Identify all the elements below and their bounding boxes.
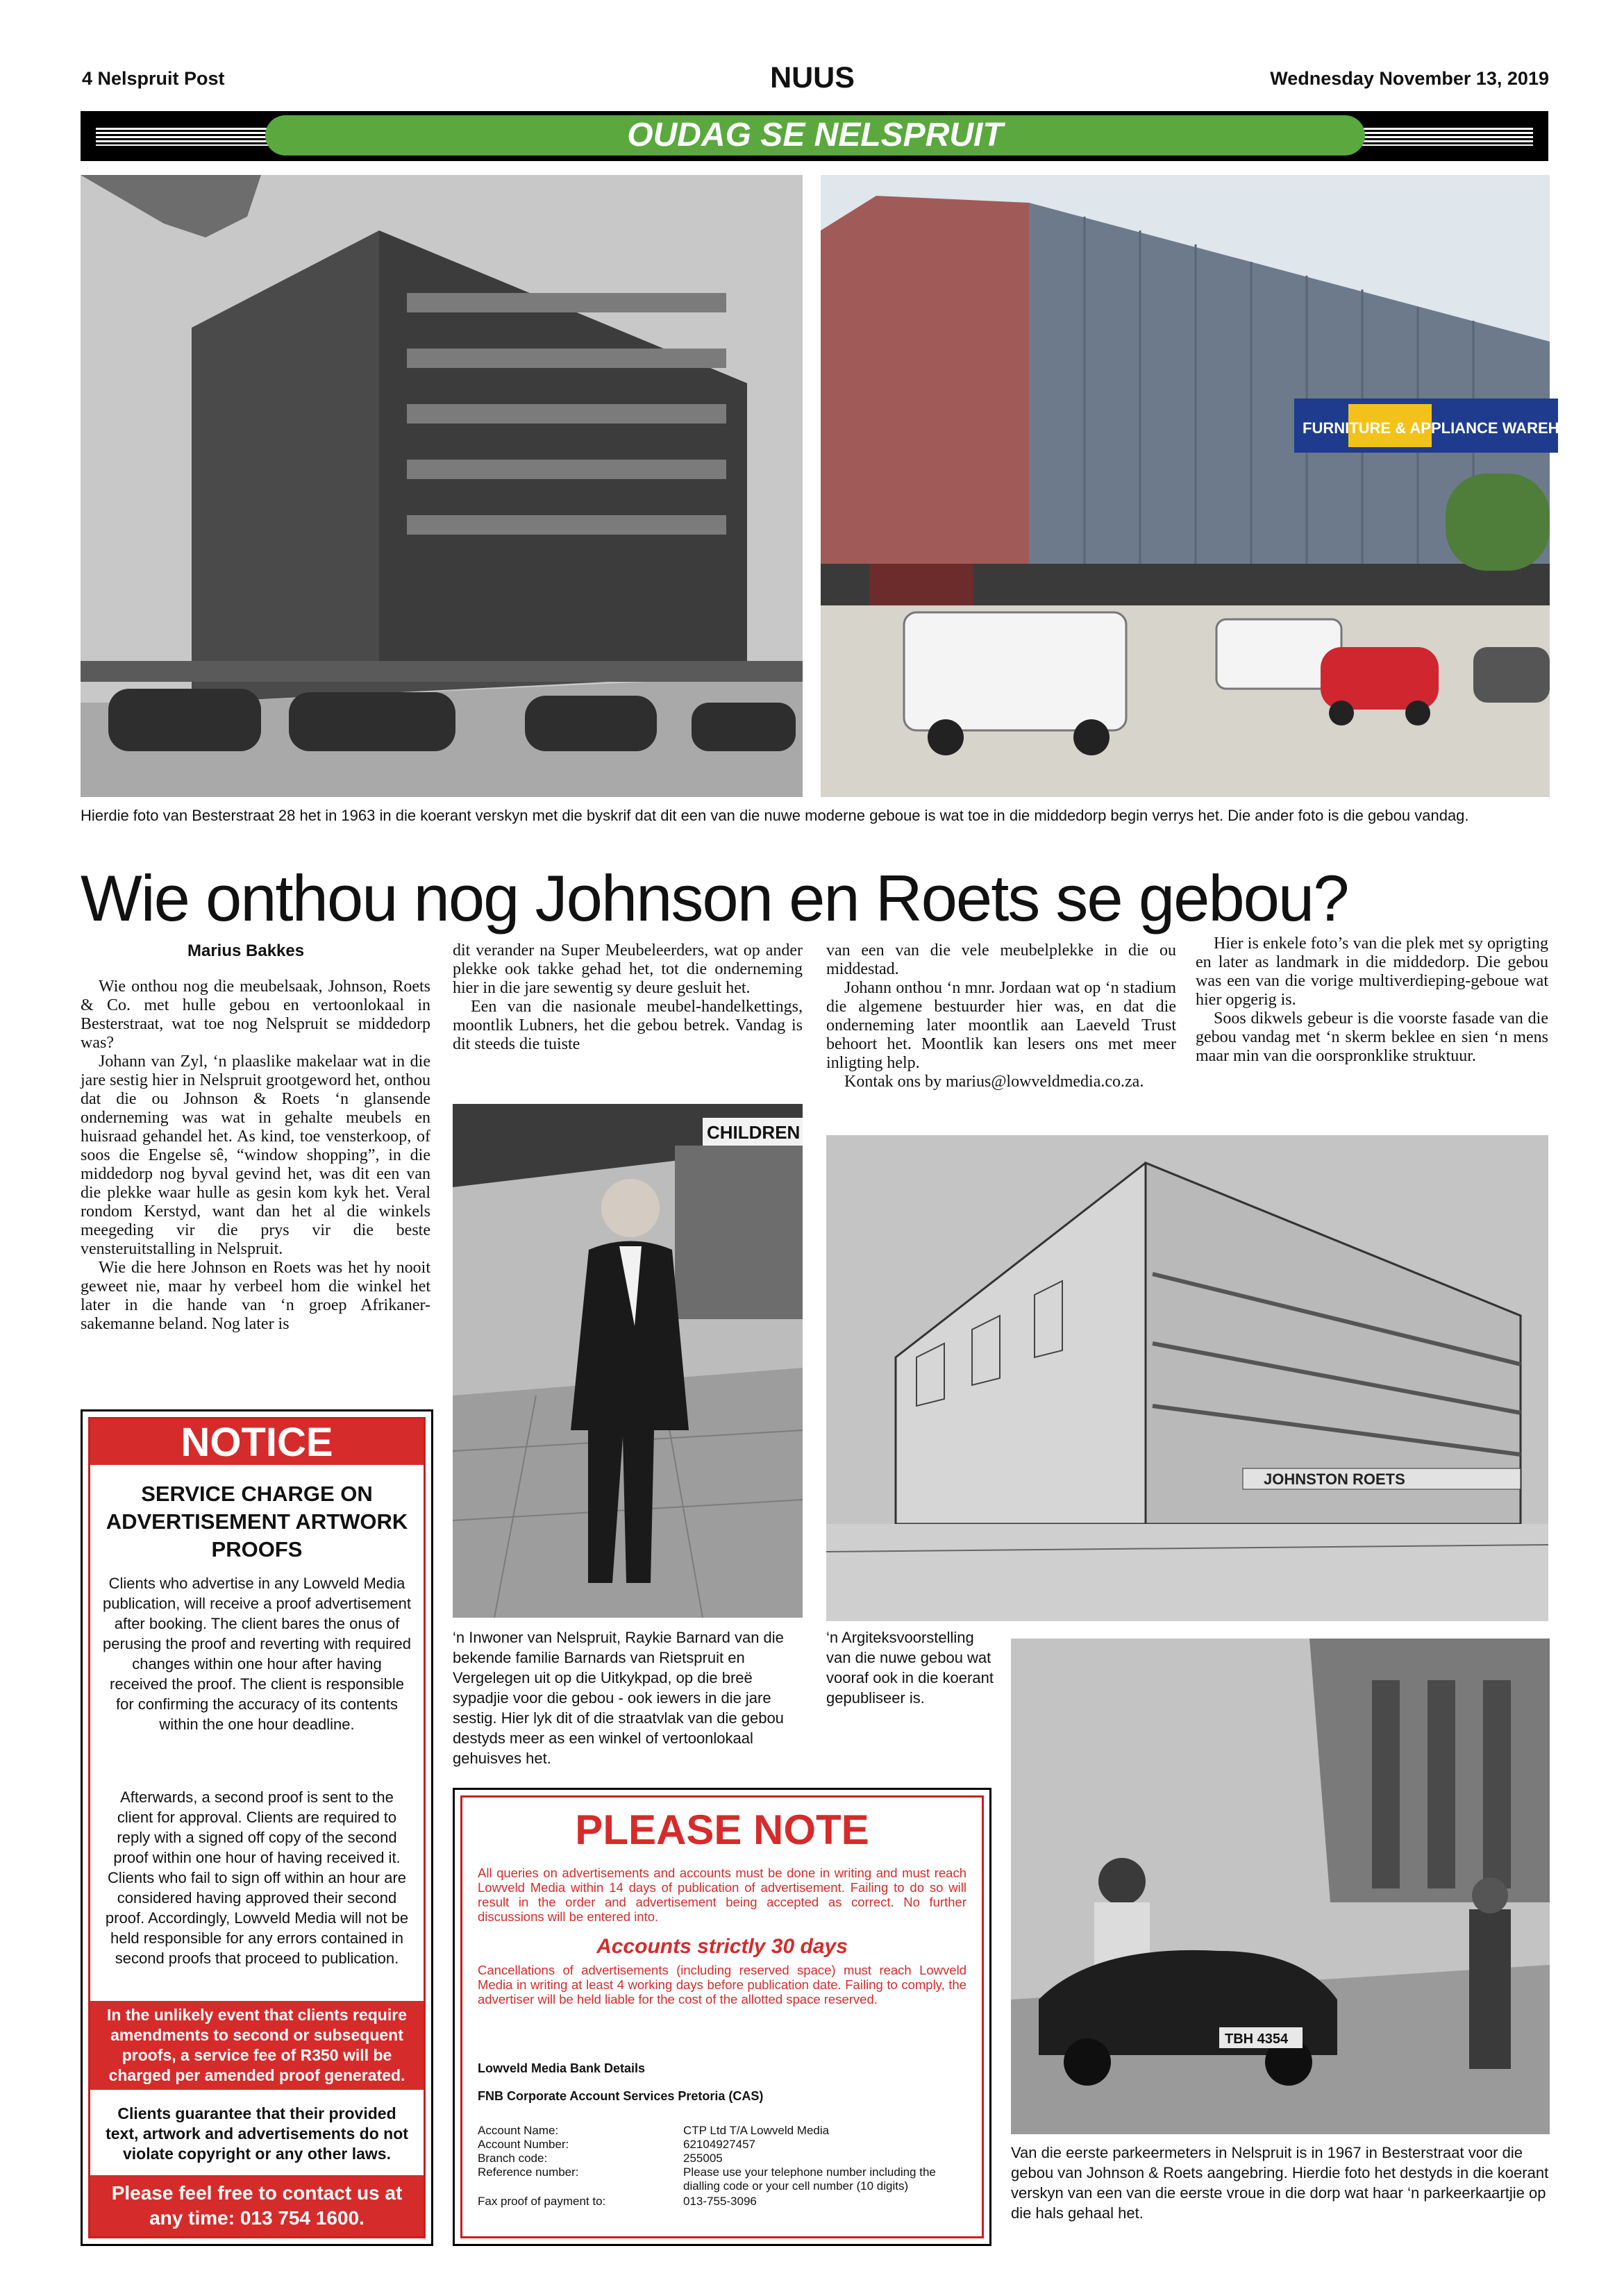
bank-row-value: CTP Ltd T/A Lowveld Media <box>683 2124 830 2137</box>
section-label: NUUS <box>770 61 855 94</box>
bank-row-value: 013-755-3096 <box>683 2195 757 2208</box>
please-note-title: PLEASE NOTE <box>575 1807 869 1853</box>
paragraph: Soos dikwels gebeur is die voorste fasade van die gebou vandag met ‘n skerm beklee en sien ‘n mens maar min van die oorspronklike struktuur. <box>1196 1009 1548 1065</box>
notice-subtitle: SERVICE CHARGE ON ADVERTISEMENT ARTWORK PROOFS <box>106 1482 408 1561</box>
notice-box <box>81 1409 433 2246</box>
shop-sign-text: CHILDREN <box>707 1122 801 1143</box>
please-note-paragraph-2: Cancellations of advertisements (including reserved space) must reach Lowveld Media in writing at least 4 working days before publication date. Failing to comply, the advertiser will be held liable for the cost of the allotted space reserved. <box>478 1963 966 2006</box>
notice-contact: Please feel free to contact us at any time: 013 754 1600. <box>90 2175 424 2236</box>
license-plate-text: TBH 4354 <box>1225 2031 1289 2047</box>
article-column-3 <box>826 941 1176 1091</box>
caption-parking-photo: Van die eerste parkeermeters in Nelspruit is in 1967 in Besterstraat voor die gebou van Johnson & Roets aangebring. Hierdie foto het destyds in die koerant verskyn van een van die eerste vroue in die dorp wat haar ‘n parkeerkaartjie op die hals gehaal het. <box>1011 2144 1549 2222</box>
new-building-photo <box>821 175 1602 797</box>
store-sign-text: FURNITURE & APPLIANCE WAREHOUSE <box>1303 419 1602 437</box>
bank-name: FNB Corporate Account Services Pretoria (CAS) <box>478 2089 764 2103</box>
man-on-sidewalk-photo <box>453 1104 803 1618</box>
paragraph: dit verander na Super Meubeleerders, wat op ander plekke ook takke gehad het, tot die onderneming hier in die jare sewentig sy deure gesluit het. <box>453 941 803 997</box>
article-column-4 <box>1196 935 1548 1066</box>
page-number-publication: 4 Nelspruit Post <box>82 68 225 89</box>
article-headline: Wie onthou nog Johnson en Roets se gebou? <box>81 862 1348 935</box>
bank-details-heading: Lowveld Media Bank Details <box>478 2061 646 2075</box>
new-building-illustration <box>821 175 1602 797</box>
please-note-box <box>453 1788 991 2246</box>
caption-top-photos: Hierdie foto van Besterstraat 28 het in 1963 in die koerant verskyn met die byskrif dat dit een van die nuwe moderne geboue is wat toe in die middedorp begin verrys het. Die ander foto is die gebou vandag. <box>81 807 1469 824</box>
notice-guarantee: Clients guarantee that their provided text, artwork and advertisements do not violate copyright or any other laws. <box>106 2104 408 2163</box>
bank-row-value: Please use your telephone number including the dialling code or your cell number (10 digits) <box>683 2165 936 2193</box>
article-column-1 <box>81 978 430 1334</box>
man-illustration <box>453 1104 803 1618</box>
bank-row-value: 62104927457 <box>683 2138 756 2151</box>
caption-sketch: ‘n Argiteksvoorstelling van die nuwe gebou wat vooraf ook in die koerant gepubliseer is. <box>826 1629 994 1707</box>
section-banner <box>81 111 1548 161</box>
paragraph: Hier is enkele foto’s van die plek met sy oprigting en later as landmark in die middedorp. Die gebou was een van die vorige multiverdieping-geboue wat hier opgerig is. <box>1196 935 1548 1009</box>
old-building-photo <box>81 175 803 797</box>
issue-date: Wednesday November 13, 2019 <box>1270 68 1549 89</box>
bank-row-key: Fax proof of payment to: <box>478 2195 606 2208</box>
bank-row-key: Branch code: <box>478 2152 548 2165</box>
accounts-terms-heading: Accounts strictly 30 days <box>596 1935 848 1958</box>
bank-row-value: 255005 <box>683 2152 723 2165</box>
car-illustration <box>1011 1639 1550 2134</box>
sketch-sign-text: JOHNSTON ROETS <box>1264 1470 1405 1488</box>
caption-man-photo: ‘n Inwoner van Nelspruit, Raykie Barnard van die bekende familie Barnards van Rietspruit en Vergelegen uit op die Uitkykpad, op die breë sypadjie voor die gebou - ook iewers in die jare sestig. Hier lyk dit of die straatvlak van die gebou destyds meer as een winkel of vertoonlokaal gehuisves het. <box>453 1629 784 1767</box>
notice-title: NOTICE <box>90 1419 424 1465</box>
parking-meter-photo <box>1011 1639 1550 2134</box>
paragraph: Johann van Zyl, ‘n plaaslike makelaar wat in die jare sestig hier in Nelspruit grootgeword het, onthou dat die ou Johnson & Roets ‘n glansende onderneming was wat in gehalte meubels en huisraad gehandel het. As kind, toe vensterkoop, of soos die Engelse sê, “window shopping”, in die middedorp nog byval gevind het, was dit een van die plekke waar hulle as gesin kom kyk het. Veral rondom Kerstyd, want dan het al die winkels meegeding vir die prys vir die beste vensteruitstalling in Nelspruit. <box>81 1053 430 1258</box>
architect-sketch-photo <box>826 1135 1548 1621</box>
paragraph: Wie die here Johnson en Roets was het hy nooit geweet nie, maar hy verbeel hom die winkel het later in die hande van ‘n groep Afrikaner-sakemanne beland. Nog later is <box>81 1259 430 1333</box>
notice-service-fee: In the unlikely event that clients require amendments to second or subsequent proofs, a service fee of R350 will be charged per amended proof generated. <box>90 2001 424 2090</box>
sketch-illustration <box>826 1135 1548 1621</box>
bank-row-key: Account Number: <box>478 2138 569 2151</box>
paragraph: Wie onthou nog die meubelsaak, Johnson, Roets & Co. met hulle gebou en vertoonlokaal in Besterstraat, wat toe nog Nelspruit se middedorp was? <box>81 978 430 1052</box>
notice-paragraph-1: Clients who advertise in any Lowveld Media publication, will receive a proof advertisement after booking. The client bares the onus of perusing the proof and reverting with required changes within one hour after having received the proof. The client is responsible for confirming the accuracy of its contents within the one hour deadline. <box>103 1575 411 1733</box>
paragraph: Johann onthou ‘n mnr. Jordaan wat op ‘n stadium die algemene bestuurder hier was, en dat die onderneming later moontlik aan Laeveld Trust behoort het. Moontlik kan lesers ons met meer inligting help. <box>826 979 1176 1072</box>
paragraph: Kontak ons by marius@lowveldmedia.co.za. <box>844 1073 1144 1091</box>
article-byline: Marius Bakkes <box>187 941 305 960</box>
banner-title: OUDAG SE NELSPRUIT <box>265 115 1365 156</box>
old-building-illustration <box>81 175 803 797</box>
article-column-2 <box>453 941 803 1054</box>
bank-row-key: Reference number: <box>478 2165 579 2179</box>
bank-row-key: Account Name: <box>478 2124 559 2137</box>
please-note-paragraph-1: All queries on advertisements and accounts must be done in writing and must reach Lowveld Media within 14 days of publication of advertisement. Failing to do so will result in the order and advertisement being accepted as correct. No further discussions will be entered into. <box>478 1866 966 1924</box>
notice-paragraph-2: Afterwards, a second proof is sent to the client for approval. Clients are required to reply with a signed off copy of the second proof within one hour of having received it. Clients who fail to sign off within an hour are considered having approved their second proof. Accordingly, Lowveld Media will not be held responsible for any errors contained in second proofs that proceed to publication. <box>105 1788 409 1967</box>
paragraph: van een van die vele meubelplekke in die ou middestad. <box>826 941 1176 978</box>
paragraph: Een van die nasionale meubel-handelkettings, moontlik Lubners, het die gebou betrek. Vandag is dit steeds die tuiste <box>453 998 803 1053</box>
